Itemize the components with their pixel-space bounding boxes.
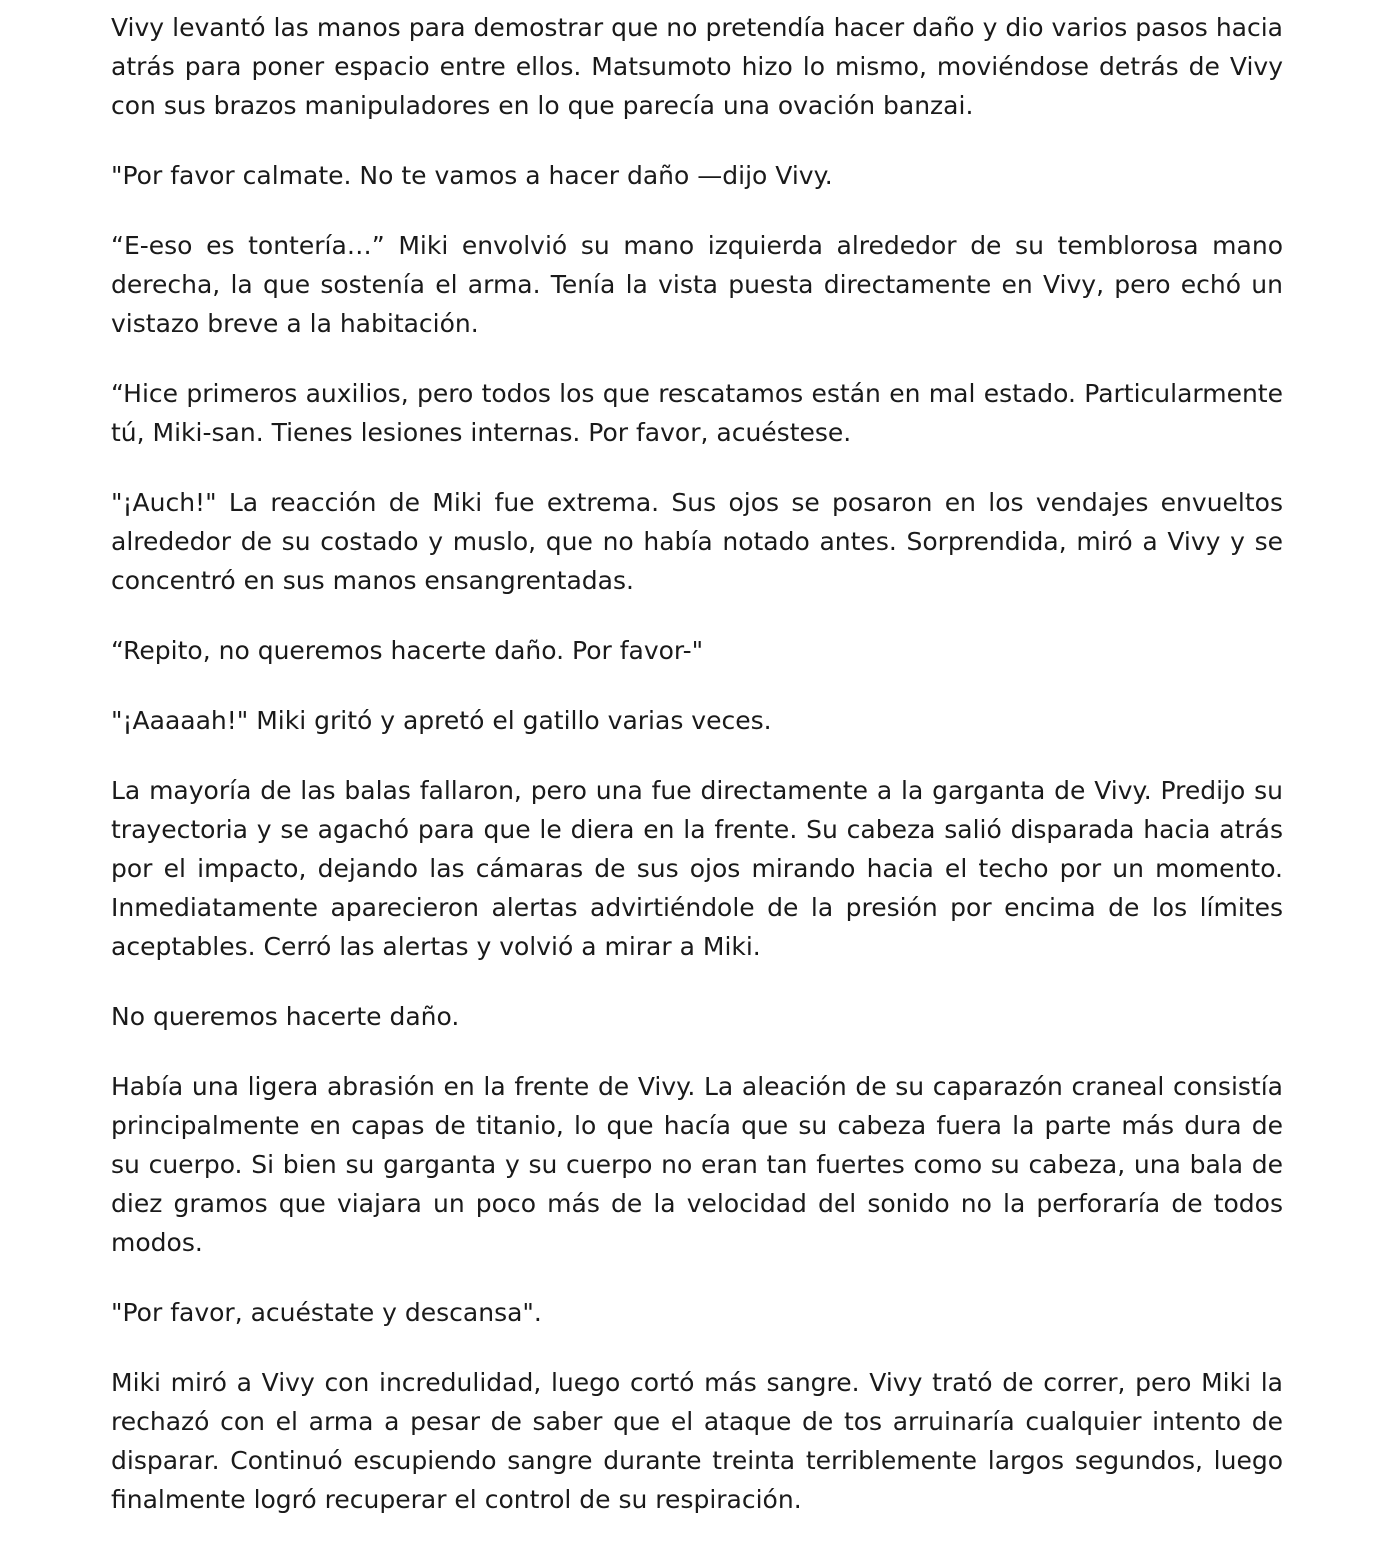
paragraph: "¡Auch!" La reacción de Miki fue extrema. Sus ojos se posaron en los vendajes envueltos alrededor de su costado y muslo, que no había notado antes. Sorprendida, miró a Vivy y se concentró en sus manos ensangrentadas. <box>111 488 1283 595</box>
paragraph: "¡Aaaaah!" Miki gritó y apretó el gatillo varias veces. <box>111 706 772 735</box>
paragraph: Había una ligera abrasión en la frente de Vivy. La aleación de su caparazón craneal consistía principalmente en capas de titanio, lo que hacía que su cabeza fuera la parte más dura de su cuerpo. Si bien su garganta y su cuerpo no eran tan fuertes como su cabeza, una bala de diez gramos que viajara un poco más de la velocidad del sonido no la perforaría de todos modos. <box>111 1072 1283 1257</box>
paragraph: "Por favor calmate. No te vamos a hacer daño —dijo Vivy. <box>111 161 833 190</box>
document-page <box>111 8 1283 1550</box>
paragraph: "Por favor, acuéstate y descansa". <box>111 1298 542 1327</box>
paragraph: “Hice primeros auxilios, pero todos los que rescatamos están en mal estado. Particularmente tú, Miki-san. Tienes lesiones internas. Por favor, acuéstese. <box>111 379 1283 447</box>
paragraph: No queremos hacerte daño. <box>111 1002 460 1031</box>
paragraph: “E-eso es tontería…” Miki envolvió su mano izquierda alrededor de su temblorosa mano derecha, la que sostenía el arma. Tenía la vista puesta directamente en Vivy, pero echó un vistazo breve a la habitación. <box>111 231 1283 338</box>
paragraph: Vivy levantó las manos para demostrar que no pretendía hacer daño y dio varios pasos hacia atrás para poner espacio entre ellos. Matsumoto hizo lo mismo, moviéndose detrás de Vivy con sus brazos manipuladores en lo que parecía una ovación banzai. <box>111 13 1283 120</box>
paragraph: Miki miró a Vivy con incredulidad, luego cortó más sangre. Vivy trató de correr, pero Miki la rechazó con el arma a pesar de saber que el ataque de tos arruinaría cualquier intento de disparar. Continuó escupiendo sangre durante treinta terriblemente largos segundos, luego finalmente logró recuperar el control de su respiración. <box>111 1368 1283 1514</box>
paragraph: “Repito, no queremos hacerte daño. Por favor-" <box>111 636 704 665</box>
paragraph: La mayoría de las balas fallaron, pero una fue directamente a la garganta de Vivy. Predijo su trayectoria y se agachó para que le diera en la frente. Su cabeza salió disparada hacia atrás por el impacto, dejando las cámaras de sus ojos mirando hacia el techo por un momento. Inmediatamente aparecieron alertas advirtiéndole de la presión por encima de los límites aceptables. Cerró las alertas y volvió a mirar a Miki. <box>111 776 1283 961</box>
